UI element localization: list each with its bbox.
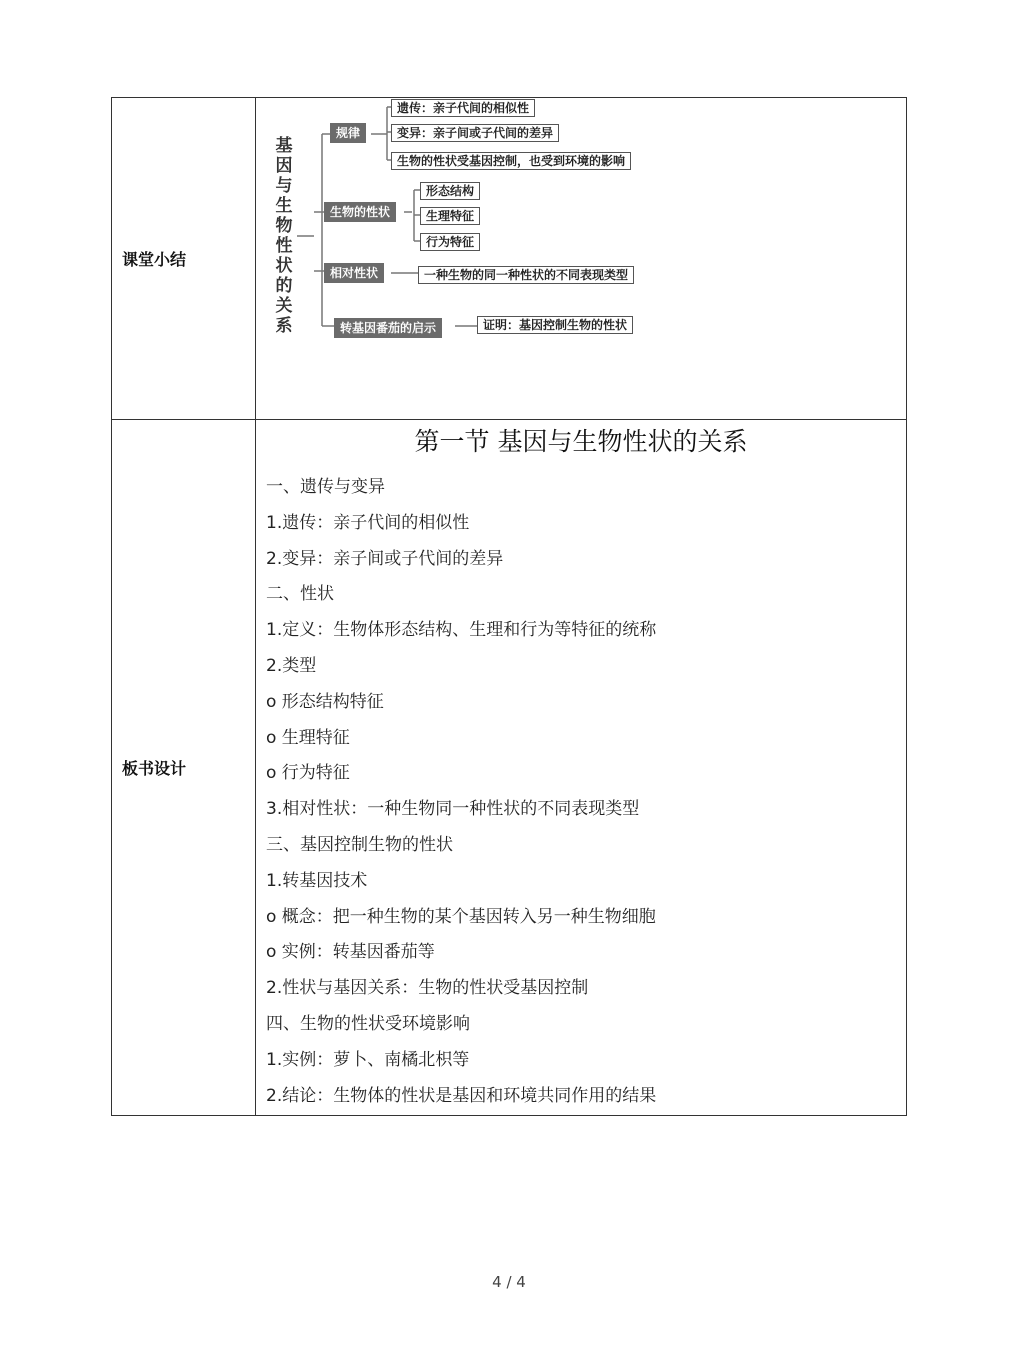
category-traits: 生物的性状	[324, 202, 396, 222]
board-line: 2.结论：生物体的性状是基因和环境共同作用的结果	[266, 1085, 657, 1106]
board-line: 1.定义：生物体形态结构、生理和行为等特征的统称	[266, 620, 657, 641]
category-law: 规律	[330, 123, 366, 143]
board-title: 第一节 基因与生物性状的关系	[414, 427, 748, 456]
concept-map	[264, 98, 684, 358]
law-item-environment: 生物的性状受基因控制，也受到环境的影响	[391, 152, 631, 170]
board-line: 2.变异：亲子间或子代间的差异	[266, 548, 504, 569]
board-row	[112, 420, 907, 1116]
concept-map-title: 基因与生物性状的关系	[275, 136, 293, 336]
board-line: 1.遗传：亲子代间的相似性	[266, 512, 470, 533]
board-line: 1.转基因技术	[266, 870, 368, 891]
board-line: 2.性状与基因关系：生物的性状受基因控制	[266, 978, 589, 999]
relative-traits-item: 一种生物的同一种性状的不同表现类型	[418, 266, 634, 284]
category-transgenic-tomato: 转基因番茄的启示	[334, 318, 442, 338]
law-item-variation: 变异：亲子间或子代间的差异	[391, 124, 559, 142]
board-line: 1.实例：萝卜、南橘北枳等	[266, 1049, 470, 1070]
summary-label: 课堂小结	[112, 98, 256, 420]
board-line: o 概念：把一种生物的某个基因转入另一种生物细胞	[266, 906, 656, 927]
page-number: 4 / 4	[492, 1273, 526, 1291]
category-relative-traits: 相对性状	[324, 263, 384, 283]
board-line: 2.类型	[266, 655, 317, 676]
board-line: o 形态结构特征	[266, 691, 384, 712]
board-line: o 实例：转基因番茄等	[266, 942, 435, 963]
board-lines	[256, 470, 906, 1114]
summary-row	[112, 98, 907, 420]
summary-diagram-cell	[256, 98, 907, 420]
board-label: 板书设计	[112, 420, 256, 1116]
traits-item-structure: 形态结构	[420, 182, 480, 200]
transgenic-item-proof: 证明：基因控制生物的性状	[477, 316, 633, 334]
lesson-plan-table	[111, 97, 907, 1116]
traits-item-physiology: 生理特征	[420, 207, 480, 225]
board-line: 一、遗传与变异	[266, 477, 385, 497]
board-line: 二、性状	[266, 584, 334, 605]
law-item-heredity: 遗传：亲子代间的相似性	[391, 99, 535, 117]
board-line: 3.相对性状：一种生物同一种性状的不同表现类型	[266, 799, 640, 820]
board-line: 四、生物的性状受环境影响	[266, 1013, 470, 1034]
traits-item-behavior: 行为特征	[420, 233, 480, 251]
board-line: o 生理特征	[266, 727, 350, 748]
board-line: o 行为特征	[266, 763, 350, 784]
board-line: 三、基因控制生物的性状	[266, 834, 453, 855]
board-content-cell	[256, 420, 907, 1116]
